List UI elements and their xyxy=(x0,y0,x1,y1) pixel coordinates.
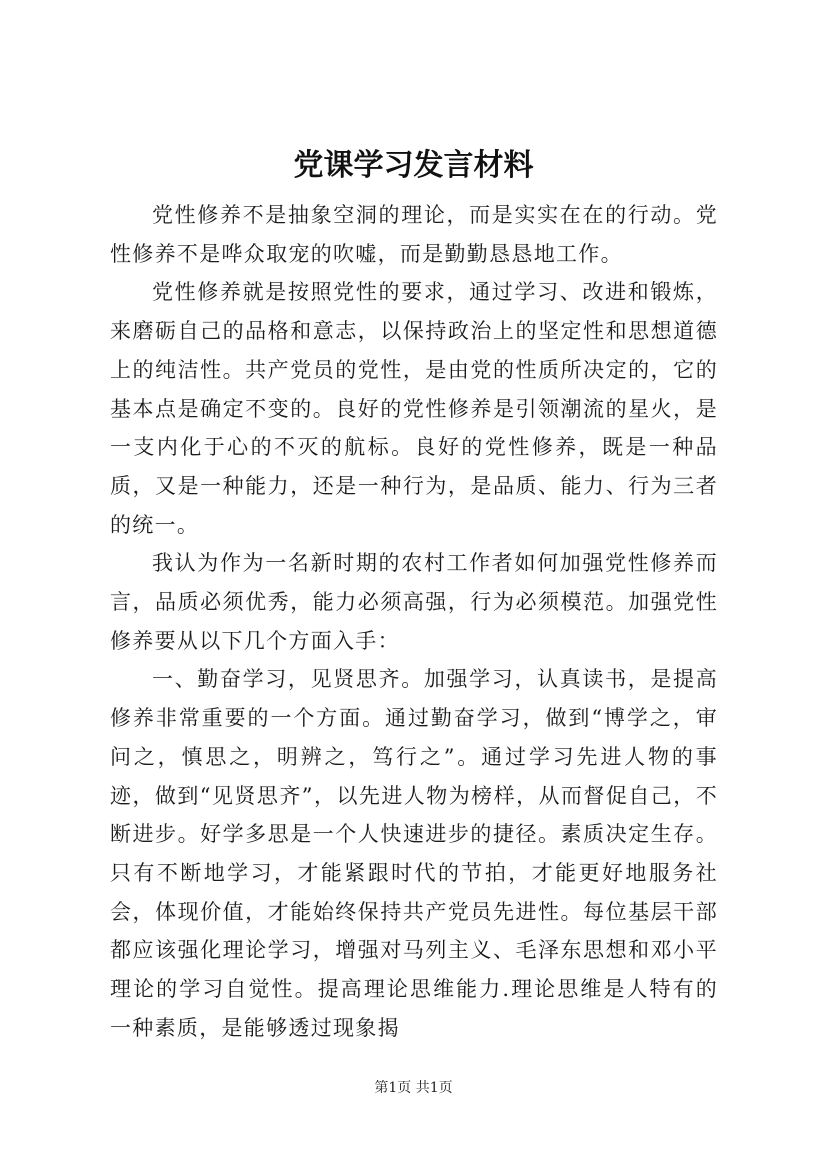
paragraph: 一、勤奋学习，见贤思齐。加强学习，认真读书，是提高修养非常重要的一个方面。通过勤奋学习，做到“博学之，审问之，慎思之，明辨之，笃行之”。通过学习先进人物的事迹，做到“见贤思齐”，以先进人物为榜样，从而督促自己，不断进步。好学多思是一个人快速进步的捷径。素质决定生存。只有不断地学习，才能紧跟时代的节拍，才能更好地服务社会，体现价值，才能始终保持共产党员先进性。每位基层干部都应该强化理论学习，增强对马列主义、毛泽东思想和邓小平理论的学习自觉性。提高理论思维能力.理论思维是人特有的一种素质，是能够透过现象揭 xyxy=(110,667,718,1040)
document-title: 党课学习发言材料 xyxy=(293,148,534,183)
page-footer: 第1页 共1页 xyxy=(374,1080,453,1096)
document-body xyxy=(110,196,718,1047)
paragraph: 党性修养就是按照党性的要求，通过学习、改进和锻炼，来磨砺自己的品格和意志，以保持政治上的坚定性和思想道德上的纯洁性。共产党员的党性，是由党的性质所决定的，它的基本点是确定不变的。良好的党性修养是引领潮流的星火，是一支内化于心的不灭的航标。良好的党性修养，既是一种品质，又是一种能力，还是一种行为，是品质、能力、行为三者的统一。 xyxy=(110,280,718,537)
paragraph: 我认为作为一名新时期的农村工作者如何加强党性修养而言，品质必须优秀，能力必须高强，行为必须模范。加强党性修养要从以下几个方面入手： xyxy=(110,551,718,653)
paragraph: 党性修养不是抽象空洞的理论，而是实实在在的行动。党性修养不是哗众取宠的吹嘘，而是勤勤恳恳地工作。 xyxy=(110,203,718,266)
